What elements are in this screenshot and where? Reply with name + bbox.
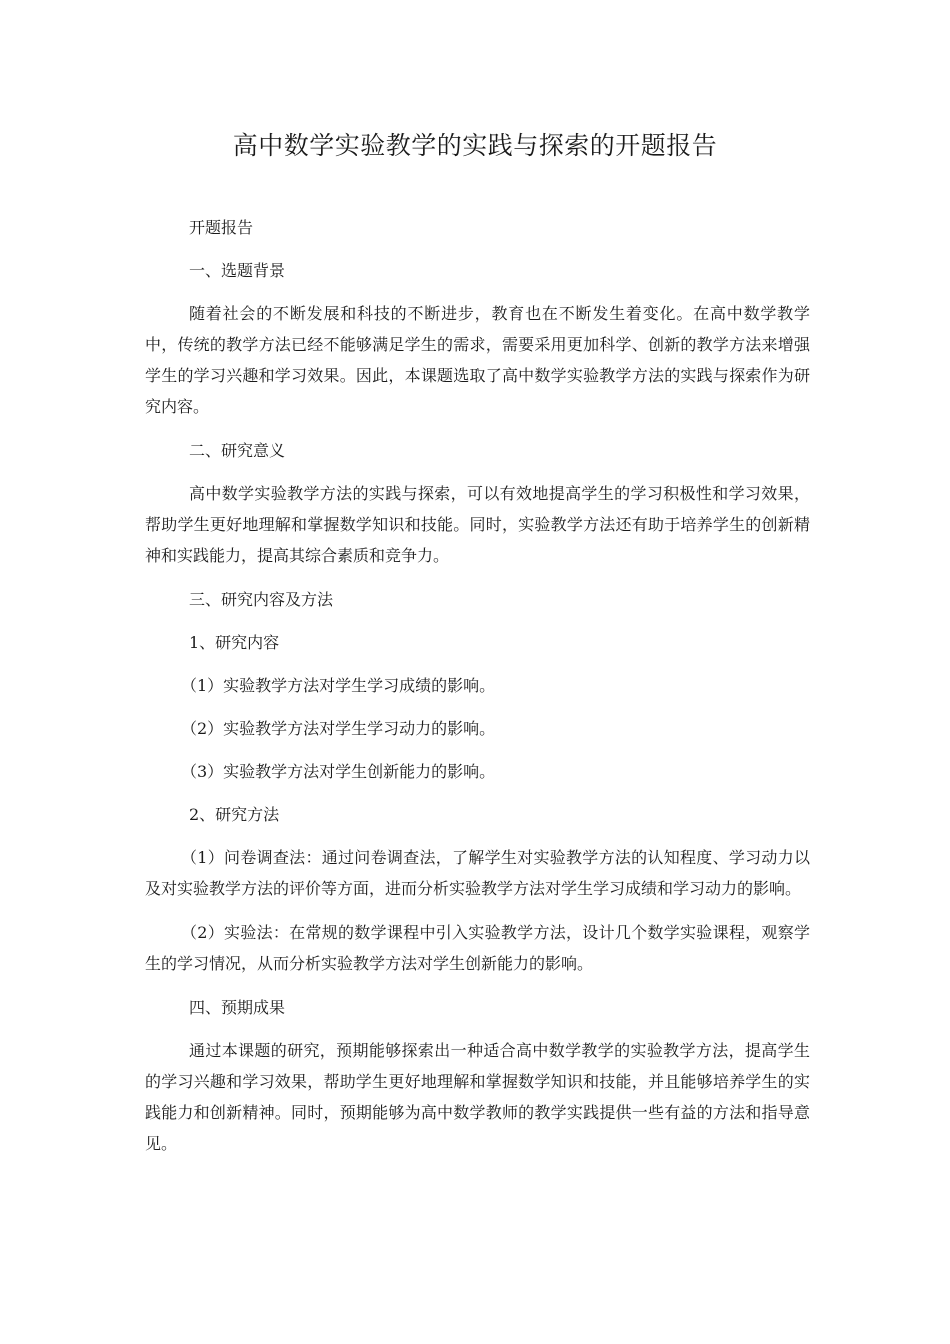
- section-3-2-title: 2、研究方法: [189, 805, 280, 824]
- section-2-body: 高中数学实验教学方法的实践与探索，可以有效地提高学生的学习积极性和学习效果，帮助学生更好地理解和掌握数学知识和技能。同时，实验教学方法还有助于培养学生的创新精神和实践能力，提高其综合素质和竞争力。: [145, 484, 810, 565]
- content-item-3: （3）实验教学方法对学生创新能力的影响。: [181, 762, 496, 781]
- method-item-2: （2）实验法：在常规的数学课程中引入实验教学方法，设计几个数学实验课程，观察学生的学习情况，从而分析实验教学方法对学生创新能力的影响。: [145, 923, 810, 973]
- section-3-title: 三、研究内容及方法: [189, 590, 334, 609]
- section-3-1-title: 1、研究内容: [189, 633, 280, 652]
- section-1-title: 一、选题背景: [189, 261, 286, 280]
- section-2-title: 二、研究意义: [189, 441, 286, 460]
- content-item-2: （2）实验教学方法对学生学习动力的影响。: [181, 719, 496, 738]
- document-body: [145, 212, 810, 1159]
- section-4-body: 通过本课题的研究，预期能够探索出一种适合高中数学教学的实验教学方法，提高学生的学习兴趣和学习效果，帮助学生更好地理解和掌握数学知识和技能，并且能够培养学生的实践能力和创新精神。同时，预期能够为高中数学教师的教学实践提供一些有益的方法和指导意见。: [145, 1041, 810, 1153]
- content-item-1: （1）实验教学方法对学生学习成绩的影响。: [181, 676, 496, 695]
- report-heading: 开题报告: [189, 218, 254, 237]
- section-4-title: 四、预期成果: [189, 998, 286, 1017]
- section-1-body: 随着社会的不断发展和科技的不断进步，教育也在不断发生着变化。在高中数学教学中，传统的教学方法已经不能够满足学生的需求，需要采用更加科学、创新的教学方法来增强学生的学习兴趣和学习效果。因此，本课题选取了高中数学实验教学方法的实践与探索作为研究内容。: [145, 304, 810, 416]
- method-item-1: （1）问卷调查法：通过问卷调查法，了解学生对实验教学方法的认知程度、学习动力以及对实验教学方法的评价等方面，进而分析实验教学方法对学生学习成绩和学习动力的影响。: [145, 848, 810, 898]
- document-title: 高中数学实验教学的实践与探索的开题报告: [232, 131, 718, 160]
